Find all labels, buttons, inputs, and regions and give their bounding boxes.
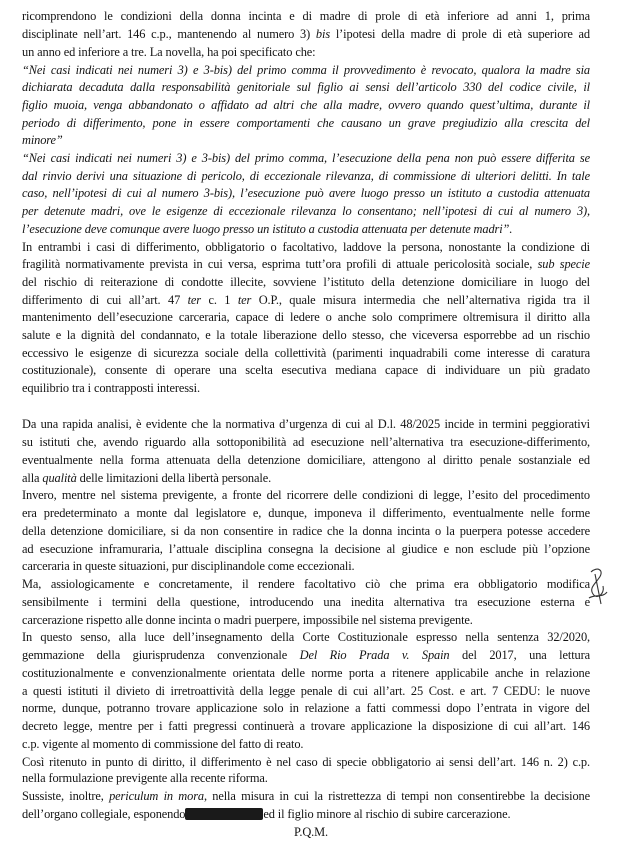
- text-run: alla: [22, 471, 43, 485]
- text-line: [22, 647, 590, 663]
- italic-text: periculum in mora: [109, 789, 204, 803]
- text-line: “Nei casi indicati nei numeri 3) e 3-bis) del primo comma, l’esecuzione della pena non può essere differita se: [22, 151, 590, 165]
- text-run: delle limitazioni della libertà personale.: [76, 471, 272, 485]
- text-line: su istituti che, avendo riguardo alla sottoponibilità ad esecuzione nell’alternativa tra esecuzione-differimento,: [22, 435, 590, 449]
- redaction-bar: [185, 808, 263, 820]
- text-line: carcerazione rispetto alle donne incinta o madri puerpere, impossibile nel sistema previgente.: [22, 613, 473, 627]
- text-run: Sussiste, inoltre,: [22, 789, 110, 803]
- text-line: eccessivo le esigenze di sicurezza sociale della collettività (parimenti inquadrabili come interesse di caratura: [22, 346, 590, 360]
- text-line: l’esecuzione deve comunque avere luogo presso un istituto a custodia attenuata per detenute madri”.: [22, 222, 513, 236]
- text-line: dal rinvio derivi una situazione di pericolo, di eccezionale rilevanza, di commissione di ulteriori delitti. In tale: [22, 169, 590, 183]
- text-line: a questi istituti il divieto di irretroattività della legge penale di cui all’art. 25 Cost. e art. 7 CEDU: le nuove: [22, 684, 590, 698]
- text-line: salute e la dignità del condannato, e la totale liberazione dello stesso, che viceversa esporrebbe ad un rischio: [22, 328, 590, 342]
- text-line: figlio muoia, venga abbandonato o affidato ad altri che alla madre, ovvero quando quest’ultima, durante il: [22, 98, 590, 112]
- text-line: minore”: [22, 133, 63, 147]
- text-run: gemmazione della giurisprudenza convenzionale: [22, 648, 300, 662]
- text-run: ed il figlio minore al rischio di subire carcerazione.: [263, 807, 511, 821]
- text-line: ad esecuzione inframuraria, l’attuale disciplina consegna la decisione al giudice e non esclude più l’opzione: [22, 542, 590, 556]
- text-run: O.P., quale misura intermedia che nell’alternativa rigida tra il: [251, 293, 590, 307]
- text-line: [22, 788, 590, 804]
- text-line: era predeterminato a monte dal legislatore e, dunque, imponeva il differimento, eventualmente nelle forme: [22, 506, 590, 520]
- text-line: c.p. vigente al momento di commissione del fatto di reato.: [22, 737, 304, 751]
- text-run: differimento di cui all’art. 47: [22, 293, 188, 307]
- text-line: per detenute madri, ove le esigenze di eccezionale rilevanza lo consentano; nell’ipotesi di cui al numero 3),: [22, 204, 590, 218]
- italic-text: Del Rio Prada v. Spain: [299, 648, 450, 662]
- text-run: del 2017, una lettura: [449, 648, 590, 662]
- text-run: disciplinate nell’art. 146 c.p., mantenendo al numero 3): [22, 27, 316, 41]
- italic-text: qualità: [42, 471, 77, 485]
- text-run: c. 1: [201, 293, 238, 307]
- text-line: In questo senso, alla luce dell’insegnamento della Corte Costituzionale espresso nella sentenza 32/2020,: [22, 630, 590, 644]
- text-line: sensibilmente i termini della questione, introducendo una inedita alternativa tra esecuzione esterna e: [22, 595, 590, 609]
- text-line: del rischio di reiterazione di condotte illecite, sovviene l’istituto della detenzione domiciliare in luogo del: [22, 275, 590, 289]
- text-run: l’ipotesi della madre di prole di età superiore ad: [330, 27, 590, 41]
- italic-text: bis: [315, 27, 331, 41]
- text-line: Così ritenuto in punto di diritto, il differimento è nel caso di specie obbligatorio ai sensi dell’art. 146 n. 2) c.p.: [22, 755, 590, 769]
- handwritten-signature: [585, 564, 611, 608]
- pqm-heading: P.Q.M.: [293, 825, 329, 839]
- text-line: dichiarata decaduta dalla responsabilità genitoriale sul figlio ai sensi dell’articolo 330 del codice civile, il: [22, 80, 590, 94]
- text-line: [22, 806, 590, 822]
- text-line: della detenzione domiciliare, si da non consentire in radice che la donna incinta o la puerpera potesse accedere: [22, 524, 590, 538]
- italic-text: sub specie: [537, 257, 590, 271]
- text-line: [22, 292, 590, 308]
- italic-text: ter: [237, 293, 252, 307]
- text-line: equilibrio tra i contrapposti interessi.: [22, 381, 200, 395]
- text-line: mantenimento dell’esecuzione carceraria, capace di ledere o anche solo comprimere oltremisura il diritto alla: [22, 310, 590, 324]
- text-run: dell’organo collegiale, esponendo: [22, 807, 186, 821]
- text-line: [22, 256, 590, 272]
- text-line: periodo di differimento, pone in essere comportamenti che causano un grave pregiudizio alla crescita del: [22, 116, 590, 130]
- text-line: Da una rapida analisi, è evidente che la normativa d’urgenza di cui al D.l. 48/2025 incide in termini peggiorativi: [22, 417, 590, 431]
- text-run: , nella misura in cui la ristrettezza di tempi non consentirebbe la decisione: [203, 789, 590, 803]
- text-line: Ma, assiologicamente e concretamente, il rendere facoltativo ciò che prima era obbligatorio modifica: [22, 577, 590, 591]
- text-line: eventualmente nella forma attenuata della detenzione domiciliare, attengono al diritto penale sostanziale ed: [22, 453, 590, 467]
- text-line: costituzionalmente e convenzionalmente orientata delle norme porta a ritenere applicabile anche in relazione: [22, 666, 590, 680]
- text-line: “Nei casi indicati nei numeri 3) e 3-bis) del primo comma il provvedimento è revocato, qualora la madre sia: [22, 63, 590, 77]
- text-line: [22, 470, 590, 486]
- text-line: decreto legge, mentre per i fatti pregressi continuerà a trovare applicazione la disposizione di cui all’art. 146: [22, 719, 590, 733]
- text-line: costituzionale), consente di operare una scelta esecutiva mediana capace di individuare un più gradato: [22, 363, 590, 377]
- italic-text: ter: [187, 293, 202, 307]
- text-line: ricomprendono le condizioni della donna incinta e di madre di prole di età inferiore ad anni 1, prima: [22, 9, 590, 23]
- text-line: caso, nell’ipotesi di cui al numero 3-bis), l’esecuzione può avere luogo presso un istituto a custodia attenuata: [22, 186, 590, 200]
- text-line: carceraria in queste situazioni, pur disciplinandole come eccezionali.: [22, 559, 355, 573]
- text-line: norme, dunque, potranno trovare applicazione solo in relazione a fatti commessi dopo l’entrata in vigore del: [22, 701, 590, 715]
- text-line: un anno ed inferiore a tre. La novella, ha poi specificato che:: [22, 45, 316, 59]
- text-line: Invero, mentre nel sistema previgente, a fronte del ricorrere delle condizioni di legge, l’esito del procedimento: [22, 488, 590, 502]
- text-line: [22, 26, 590, 42]
- text-line: In entrambi i casi di differimento, obbligatorio o facoltativo, laddove la persona, nonostante la condizione di: [22, 240, 590, 254]
- text-line: nella formulazione previgente alla recente riforma.: [22, 771, 268, 785]
- text-run: fragilità normativamente prevista in cui versa, esprima tutt’ora profili di attuale pericolosità sociale,: [22, 257, 538, 271]
